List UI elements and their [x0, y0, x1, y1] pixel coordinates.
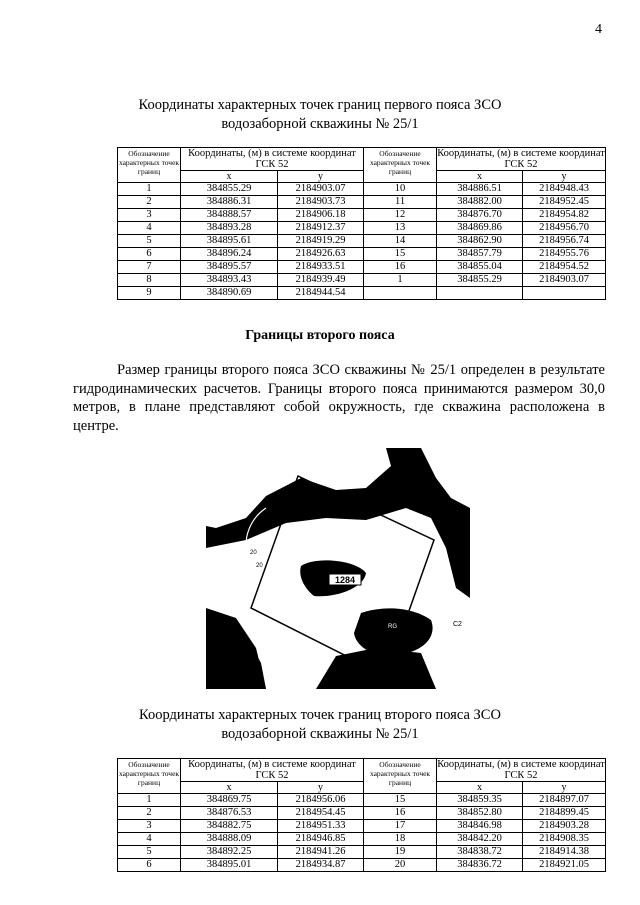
table-row	[118, 794, 606, 807]
table2-title-line1: Координаты характерных точек границ второго пояса ЗСО	[139, 707, 501, 723]
table1-cell-y	[523, 287, 606, 300]
table-row	[118, 235, 606, 248]
table1-cell-x: 384896.24	[181, 248, 278, 261]
table2-cell-x: 384892.25	[181, 846, 278, 859]
table1-cell-x: 384888.57	[181, 209, 278, 222]
table2-cell-x: 384852.80	[437, 807, 523, 820]
table1-header-x-2: x	[437, 171, 523, 183]
table2-cell-point: 1	[118, 794, 181, 807]
table1-cell-x	[437, 287, 523, 300]
table1-title	[0, 96, 640, 134]
table-row	[118, 287, 606, 300]
table2-cell-y: 2184951.33	[278, 820, 364, 833]
table1-cell-y: 2184944.54	[278, 287, 364, 300]
section-heading: Границы второго пояса	[245, 328, 395, 343]
map-parcel-label: 1284	[334, 575, 356, 585]
table2-header-point-2: Обозначение характерных точек границ	[364, 759, 437, 794]
table1-cell-x: 384893.43	[181, 274, 278, 287]
table1-coordinates	[117, 147, 606, 300]
table1-cell-x: 384893.28	[181, 222, 278, 235]
table2-cell-point: 3	[118, 820, 181, 833]
table1-cell-point: 3	[118, 209, 181, 222]
table1-title-line1: Координаты характерных точек границ первого пояса ЗСО	[138, 97, 502, 113]
table2-header-x-2: x	[437, 782, 523, 794]
table2-header-coords: Координаты, (м) в системе координат ГСК 52	[181, 759, 364, 782]
table2-header-y-2: y	[523, 782, 606, 794]
table1-cell-y: 2184954.52	[523, 261, 606, 274]
table1-header-coords-2: Координаты, (м) в системе координат ГСК 52	[437, 148, 605, 170]
table1-cell-y: 2184906.18	[278, 209, 364, 222]
table1-cell-point: 15	[364, 248, 437, 261]
table1-cell-x: 384895.57	[181, 261, 278, 274]
table2-cell-x: 384876.53	[181, 807, 278, 820]
map-label-small-3: RG	[388, 624, 397, 630]
table1-cell-y: 2184952.45	[523, 196, 606, 209]
cadastral-map-image	[206, 448, 470, 689]
table1-cell-point: 4	[118, 222, 181, 235]
table2-cell-x: 384838.72	[437, 846, 523, 859]
table2-cell-point: 2	[118, 807, 181, 820]
table2-cell-x: 384882.75	[181, 820, 278, 833]
map-white-area-topright	[421, 448, 470, 508]
map-white-area-top	[206, 448, 391, 528]
table1-cell-point: 8	[118, 274, 181, 287]
page-number: 4	[595, 22, 602, 37]
table2-cell-point: 20	[364, 859, 437, 872]
table2-cell-y: 2184956.06	[278, 794, 364, 807]
table1-cell-x: 384869.86	[437, 222, 523, 235]
table2-cell-x: 384895.01	[181, 859, 278, 872]
table1-cell-point: 9	[118, 287, 181, 300]
table1-cell-point: 11	[364, 196, 437, 209]
table1-header-coords: Координаты, (м) в системе координат ГСК 52	[181, 148, 364, 171]
table1-cell-y: 2184919.29	[278, 235, 364, 248]
table2-cell-x: 384888.09	[181, 833, 278, 846]
table2-cell-point: 5	[118, 846, 181, 859]
table2-cell-x: 384842.20	[437, 833, 523, 846]
table2-cell-point: 16	[364, 807, 437, 820]
table2-title	[0, 706, 640, 744]
table2-cell-y: 2184908.35	[523, 833, 606, 846]
table2-cell-y: 2184921.05	[523, 859, 606, 872]
table1-cell-y: 2184903.07	[278, 183, 364, 196]
table1-title-line2: водозаборной скважины № 25/1	[221, 116, 419, 132]
table1-cell-point: 16	[364, 261, 437, 274]
table2-cell-point: 19	[364, 846, 437, 859]
table1-cell-point: 14	[364, 235, 437, 248]
table2-cell-y: 2184903.28	[523, 820, 606, 833]
table1-cell-y: 2184954.82	[523, 209, 606, 222]
table1-cell-x: 384895.61	[181, 235, 278, 248]
table1-cell-point	[364, 287, 437, 300]
table1-cell-y: 2184956.70	[523, 222, 606, 235]
table2-cell-point: 15	[364, 794, 437, 807]
table2-cell-y: 2184954.45	[278, 807, 364, 820]
table1-cell-x: 384886.31	[181, 196, 278, 209]
table2-cell-x: 384859.35	[437, 794, 523, 807]
table1-cell-x: 384855.29	[437, 274, 523, 287]
table2-cell-y: 2184934.87	[278, 859, 364, 872]
table2-title-line2: водозаборной скважины № 25/1	[221, 726, 419, 742]
table1-header-point-2: Обозначение характерных точек границ	[364, 148, 437, 183]
table1-header-y-2: y	[523, 171, 606, 183]
table1-cell-y: 2184939.49	[278, 274, 364, 287]
map-label-small-4: C2	[453, 621, 462, 628]
table-row	[118, 196, 606, 209]
table1-cell-y: 2184903.73	[278, 196, 364, 209]
table1-cell-x: 384876.70	[437, 209, 523, 222]
table2-cell-point: 6	[118, 859, 181, 872]
table-row	[118, 859, 606, 872]
table1-cell-y: 2184948.43	[523, 183, 606, 196]
table-row	[118, 274, 606, 287]
table1-cell-point: 13	[364, 222, 437, 235]
table2-cell-y: 2184946.85	[278, 833, 364, 846]
table1-cell-x: 384886.51	[437, 183, 523, 196]
table-row	[118, 846, 606, 859]
table2-cell-x: 384869.75	[181, 794, 278, 807]
table1-cell-x: 384855.04	[437, 261, 523, 274]
table1-cell-x: 384890.69	[181, 287, 278, 300]
table-row	[118, 820, 606, 833]
table-row	[118, 261, 606, 274]
table1-header-point: Обозначение характерных точек границ	[118, 148, 181, 183]
table1-cell-x: 384882.00	[437, 196, 523, 209]
map-label-small-2: 20	[256, 563, 263, 569]
table1-cell-x: 384857.79	[437, 248, 523, 261]
table2-cell-point: 18	[364, 833, 437, 846]
table2-cell-y: 2184941.26	[278, 846, 364, 859]
table1-header-y: y	[278, 171, 364, 183]
table1-cell-point: 5	[118, 235, 181, 248]
table1-cell-x: 384855.29	[181, 183, 278, 196]
table1-cell-point: 7	[118, 261, 181, 274]
table1-cell-y: 2184926.63	[278, 248, 364, 261]
table-row	[118, 209, 606, 222]
table1-cell-y: 2184903.07	[523, 274, 606, 287]
table-row	[118, 833, 606, 846]
table2-cell-x: 384836.72	[437, 859, 523, 872]
table-row	[118, 183, 606, 196]
table1-header-x: x	[181, 171, 278, 183]
map-label-small-1: 20	[250, 550, 257, 556]
table1-cell-point: 1	[364, 274, 437, 287]
table1-cell-point: 6	[118, 248, 181, 261]
table1-cell-point: 10	[364, 183, 437, 196]
table-row	[118, 222, 606, 235]
table2-header-y: y	[278, 782, 364, 794]
table2-cell-y: 2184897.07	[523, 794, 606, 807]
table1-cell-y: 2184955.76	[523, 248, 606, 261]
table2-header-coords-2: Координаты, (м) в системе координат ГСК 52	[437, 759, 605, 781]
section-paragraph: Размер границы второго пояса ЗСО скважины № 25/1 определен в результате гидродинамических расчетов. Границы второго пояса принимаются размером 30,0 метров, в плане представляют собой окружность, где скважина расположена в центре.	[73, 362, 605, 434]
table2-cell-x: 384846.98	[437, 820, 523, 833]
table2-header-x: x	[181, 782, 278, 794]
table1-cell-y: 2184912.37	[278, 222, 364, 235]
table-row	[118, 248, 606, 261]
table2-cell-point: 4	[118, 833, 181, 846]
table1-cell-point: 2	[118, 196, 181, 209]
table2-cell-y: 2184914.38	[523, 846, 606, 859]
table1-cell-point: 1	[118, 183, 181, 196]
table2-coordinates	[117, 758, 606, 872]
table1-cell-y: 2184933.51	[278, 261, 364, 274]
table2-cell-point: 17	[364, 820, 437, 833]
table2-header-point: Обозначение характерных точек границ	[118, 759, 181, 794]
table2-cell-y: 2184899.45	[523, 807, 606, 820]
table1-cell-point: 12	[364, 209, 437, 222]
table1-cell-x: 384862.90	[437, 235, 523, 248]
table1-cell-y: 2184956.74	[523, 235, 606, 248]
table-row	[118, 807, 606, 820]
map-drawing	[206, 448, 470, 689]
